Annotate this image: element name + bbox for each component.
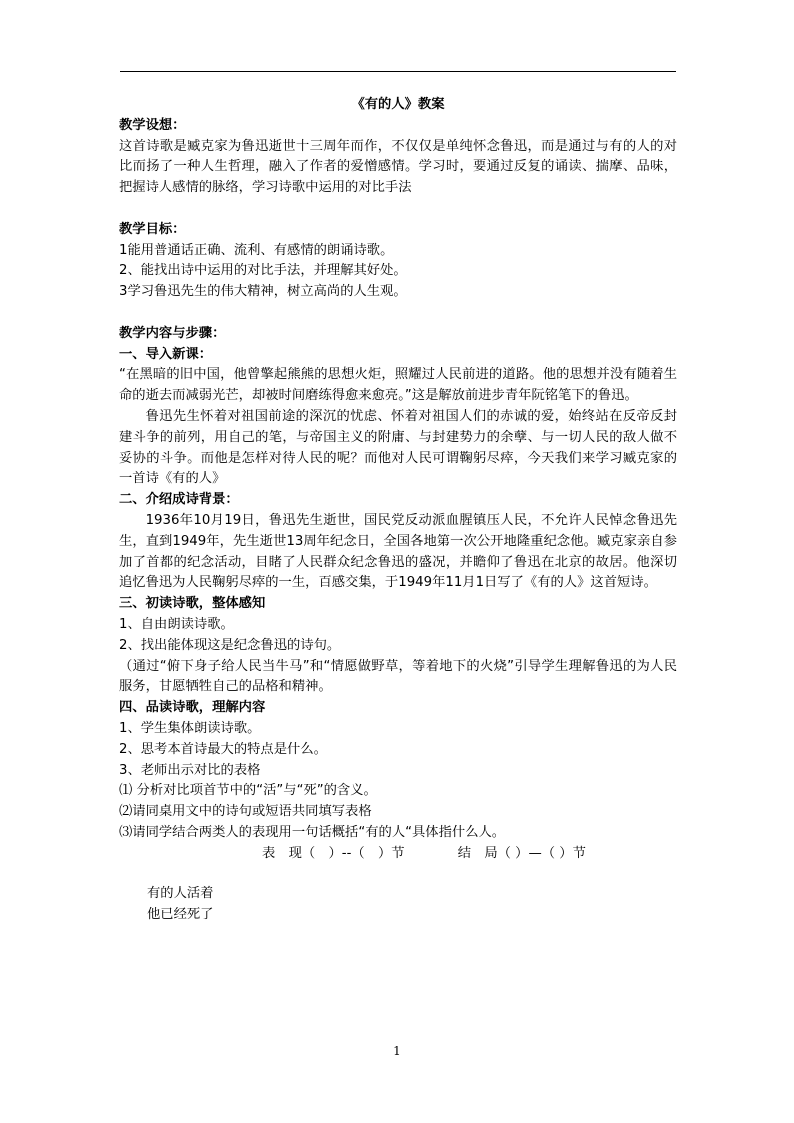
header-rule xyxy=(120,71,676,72)
document-body xyxy=(119,95,677,926)
step4-item: ⑴ 分析对比项首节中的“活”与“死”的含义。 xyxy=(119,783,377,799)
goal-item: 2、能找出诗中运用的对比手法，并理解其好处。 xyxy=(119,263,407,279)
step1-heading: 一、导入新课： xyxy=(119,346,213,362)
contrast-line: 有的人活着 xyxy=(147,886,214,902)
step4-heading: 四、品读诗歌，理解内容 xyxy=(119,700,266,716)
step1-paragraph: 鲁迅先生怀着对祖国前途的深沉的忧虑、怀着对祖国人们的赤诚的爱，始终站在反帝反封建斗争的前列，用自己的笔，与帝国主义的附庸、与封建势力的余孽、与一切人民的敌人做不妥协的斗争。而他是怎样对待人民的呢？而他对人民可谓鞠躬尽瘁，今天我们来学习臧克家的一首诗《有的人》 xyxy=(119,408,677,487)
step4-item: 3、老师出示对比的表格 xyxy=(119,762,261,778)
steps-heading: 教学内容与步骤： xyxy=(119,325,226,341)
step4-item: 1、学生集体朗读诗歌。 xyxy=(119,720,261,736)
contrast-line: 他已经死了 xyxy=(147,907,214,923)
step4-item: ⑵请同桌用文中的诗句或短语共同填写表格 xyxy=(119,804,372,820)
table-header: 表 现（ ）--（ ）节 结 局（ ）—（ ）节 xyxy=(262,845,586,861)
page-number: 1 xyxy=(393,1044,401,1058)
step3-item: 2、找出能体现这是纪念鲁迅的诗句。 xyxy=(119,637,341,653)
step4-item: 2、思考本首诗最大的特点是什么。 xyxy=(119,741,327,757)
step2-heading: 二、介绍成诗背景： xyxy=(119,492,239,508)
step3-item: （通过“俯下身子给人民当牛马”和“情愿做野草，等着地下的火烧”引导学生理解鲁迅的为人民服务，甘愿牺牲自己的品格和精神。 xyxy=(119,658,677,695)
goals-heading: 教学目标： xyxy=(119,221,186,237)
contrast-lines xyxy=(119,884,677,926)
design-text: 这首诗歌是臧克家为鲁迅逝世十三周年而作，不仅仅是单纯怀念鲁迅，而是通过与有的人的对比而扬了一种人生哲理，融入了作者的爱憎感情。学习时，要通过反复的诵读、揣摩、品味，把握诗人感情的脉络，学习诗歌中运用的对比手法 xyxy=(119,138,677,196)
step1-paragraph: “在黑暗的旧中国，他曾擎起熊熊的思想火炬，照耀过人民前进的道路。他的思想并没有随着生命的逝去而减弱光芒，却被时间磨练得愈来愈亮。”这是解放前进步青年阮铭笔下的鲁迅。 xyxy=(119,367,677,404)
goal-item: 3学习鲁迅先生的伟大精神，树立高尚的人生观。 xyxy=(119,284,407,300)
document-title: 《有的人》教案 xyxy=(351,97,445,112)
step3-heading: 三、初读诗歌，整体感知 xyxy=(119,596,266,612)
design-heading: 教学设想： xyxy=(119,117,186,133)
step3-item: 1、自由朗读诗歌。 xyxy=(119,616,234,632)
goal-item: 1能用普通话正确、流利、有感情的朗诵诗歌。 xyxy=(119,242,394,258)
step2-paragraph: 1936年10月19日，鲁迅先生逝世，国民党反动派血腥镇压人民，不允许人民悼念鲁迅先生，直到1949年，先生逝世13周年纪念日，全国各地第一次公开地隆重纪念他。臧克家亲自参加了首都的纪念活动，目睹了人民群众纪念鲁迅的盛况，并瞻仰了鲁迅在北京的故居。他深切追忆鲁迅为人民鞠躬尽瘁的一生，百感交集，于1949年11月1日写了《有的人》这首短诗。 xyxy=(119,512,677,591)
step4-item: ⑶请同学结合两类人的表现用一句话概括“有的人“具体指什么人。 xyxy=(119,824,506,840)
